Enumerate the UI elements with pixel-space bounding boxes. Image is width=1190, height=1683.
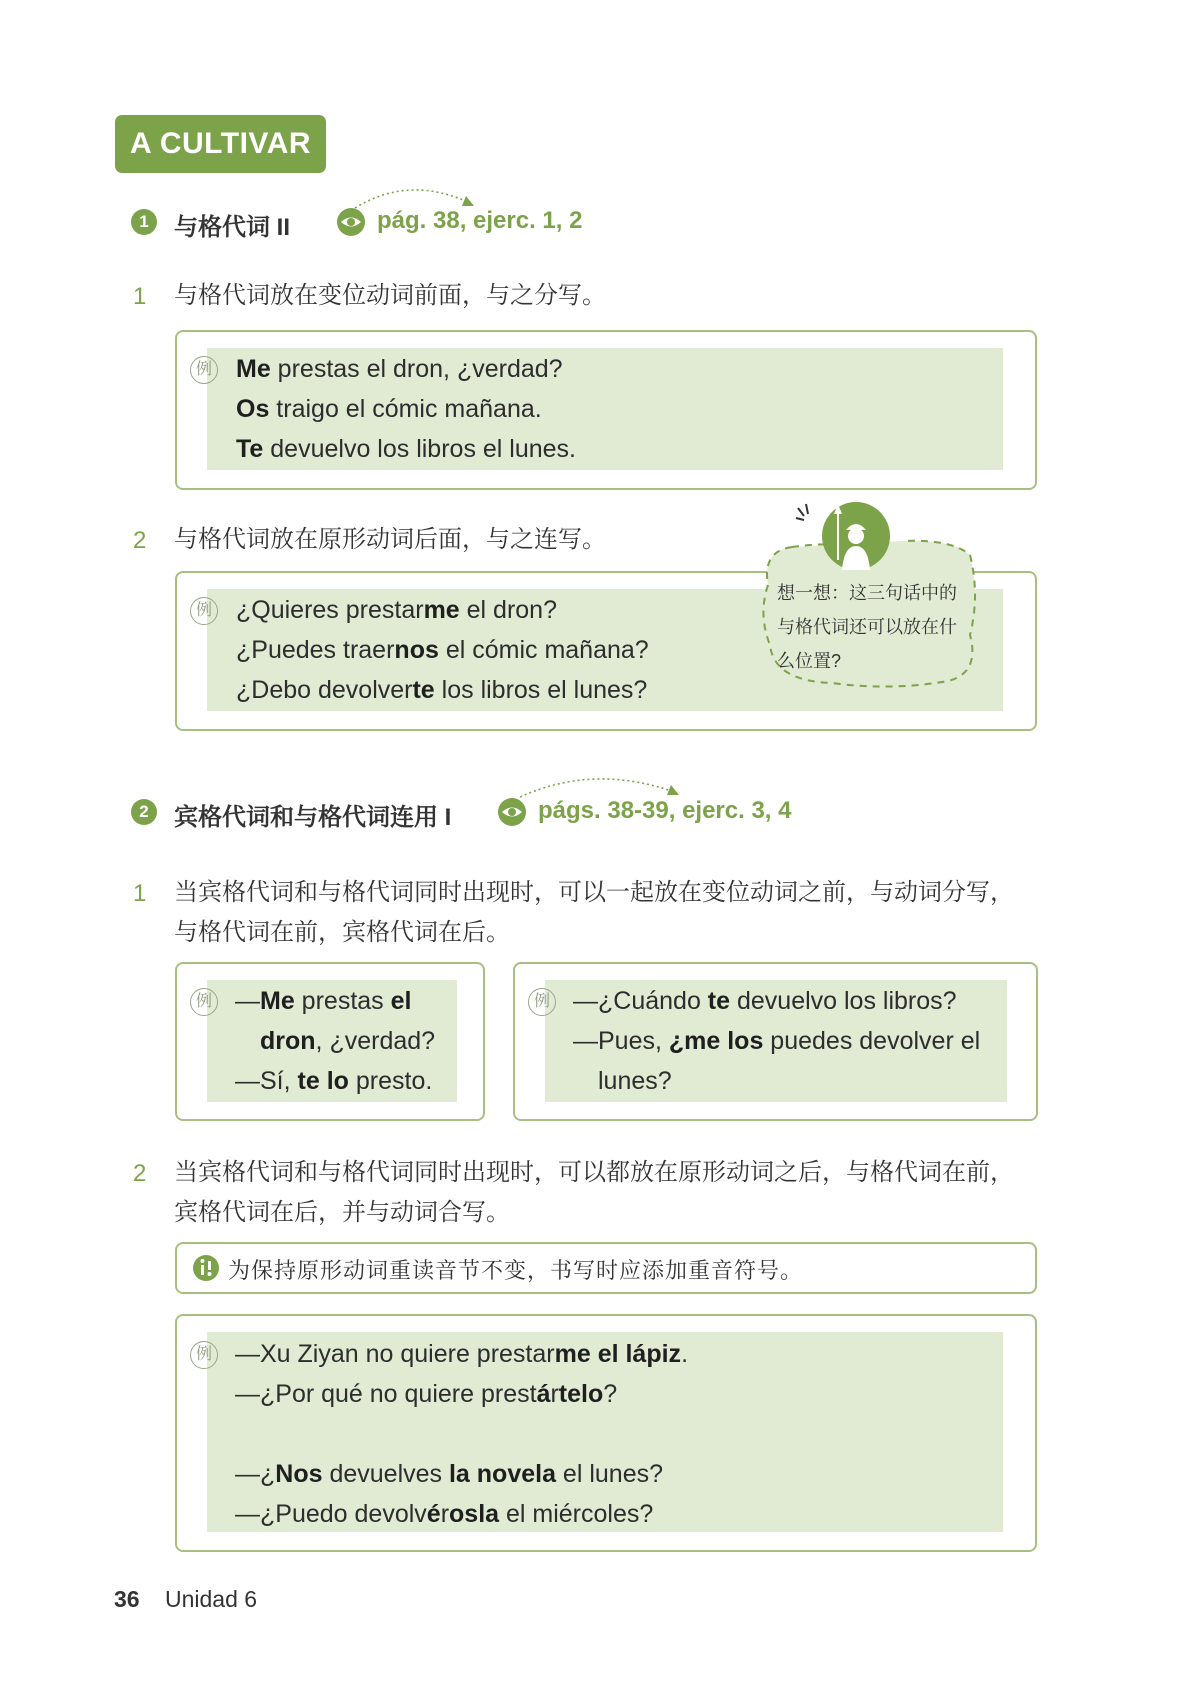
example-line: —Sí, te lo presto. [235,1067,433,1095]
example-line: Os traigo el cómic mañana. [236,395,542,423]
example-mark: 例 [528,988,556,1016]
think-bubble-line: 么位置? [777,651,842,671]
example-line: —Xu Ziyan no quiere prestarme el lápiz. [235,1340,689,1368]
example-line: Te devuelvo los libros el lunes. [236,435,576,463]
info-icon [192,1254,220,1282]
example-line: —¿Cuándo te devuelvo los libros? [573,987,957,1015]
example-line: ¿Debo devolverte los libros el lunes? [236,676,648,704]
section-number-badge: 1 [131,209,157,235]
example-line: —Me prestas el [235,987,412,1015]
example-line: lunes? [598,1067,672,1095]
think-bubble-line: 想一想：这三句话中的 [777,583,957,603]
example-line: ¿Quieres prestarme el dron? [236,596,557,624]
exclaim-lines-icon [794,502,820,528]
rule-text: 与格代词放在原形动词后面，与之连写。 [174,526,606,553]
example-mark: 例 [190,988,218,1016]
rule-number: 1 [133,880,147,907]
tip-text: 为保持原形动词重读音节不变，书写时应添加重音符号。 [228,1259,804,1284]
rule-number: 2 [133,1160,147,1187]
eye-icon [497,797,527,827]
unit-label: Unidad 6 [165,1586,258,1612]
example-line: —Pues, ¿me los puedes devolver el [573,1027,981,1055]
page-number: 36 [114,1586,140,1612]
rule-text: 与格代词在前，宾格代词在后。 [174,919,510,946]
example-line: —¿Por qué no quiere prestártelo? [235,1380,618,1408]
example-line: —¿Nos devuelves la novela el lunes? [235,1460,664,1488]
section-number-badge: 2 [131,799,157,825]
example-mark: 例 [190,356,218,384]
page-reference-link[interactable]: pág. 38, ejerc. 1, 2 [377,207,583,234]
rule-text: 当宾格代词和与格代词同时出现时，可以都放在原形动词之后，与格代词在前， [174,1159,1014,1186]
bold-pronoun: Me [236,355,271,383]
page-reference-link[interactable]: págs. 38-39, ejerc. 3, 4 [538,797,792,824]
bold-pronoun: Te [236,435,264,463]
example-line: —¿Puedo devolvérosla el miércoles? [235,1500,654,1528]
character-avatar-icon [820,500,892,572]
bold-pronoun: Os [236,395,270,423]
think-bubble-line: 与格代词还可以放在什 [777,617,957,637]
example-line: Me prestas el dron, ¿verdad? [236,355,563,383]
rule-text: 宾格代词在后，并与动词合写。 [174,1199,510,1226]
example-line: dron, ¿verdad? [260,1027,436,1055]
rule-text: 当宾格代词和与格代词同时出现时，可以一起放在变位动词之前，与动词分写， [174,879,1014,906]
section-title: 宾格代词和与格代词连用 I [174,804,452,831]
example-mark: 例 [190,597,218,625]
rule-number: 2 [133,527,147,554]
section-banner: A CULTIVAR [115,115,326,173]
section-title: 与格代词 II [174,214,291,241]
example-mark: 例 [190,1341,218,1369]
rule-text: 与格代词放在变位动词前面，与之分写。 [174,282,606,309]
eye-icon [336,207,366,237]
rule-number: 1 [133,283,147,310]
example-line: ¿Puedes traernos el cómic mañana? [236,636,649,664]
